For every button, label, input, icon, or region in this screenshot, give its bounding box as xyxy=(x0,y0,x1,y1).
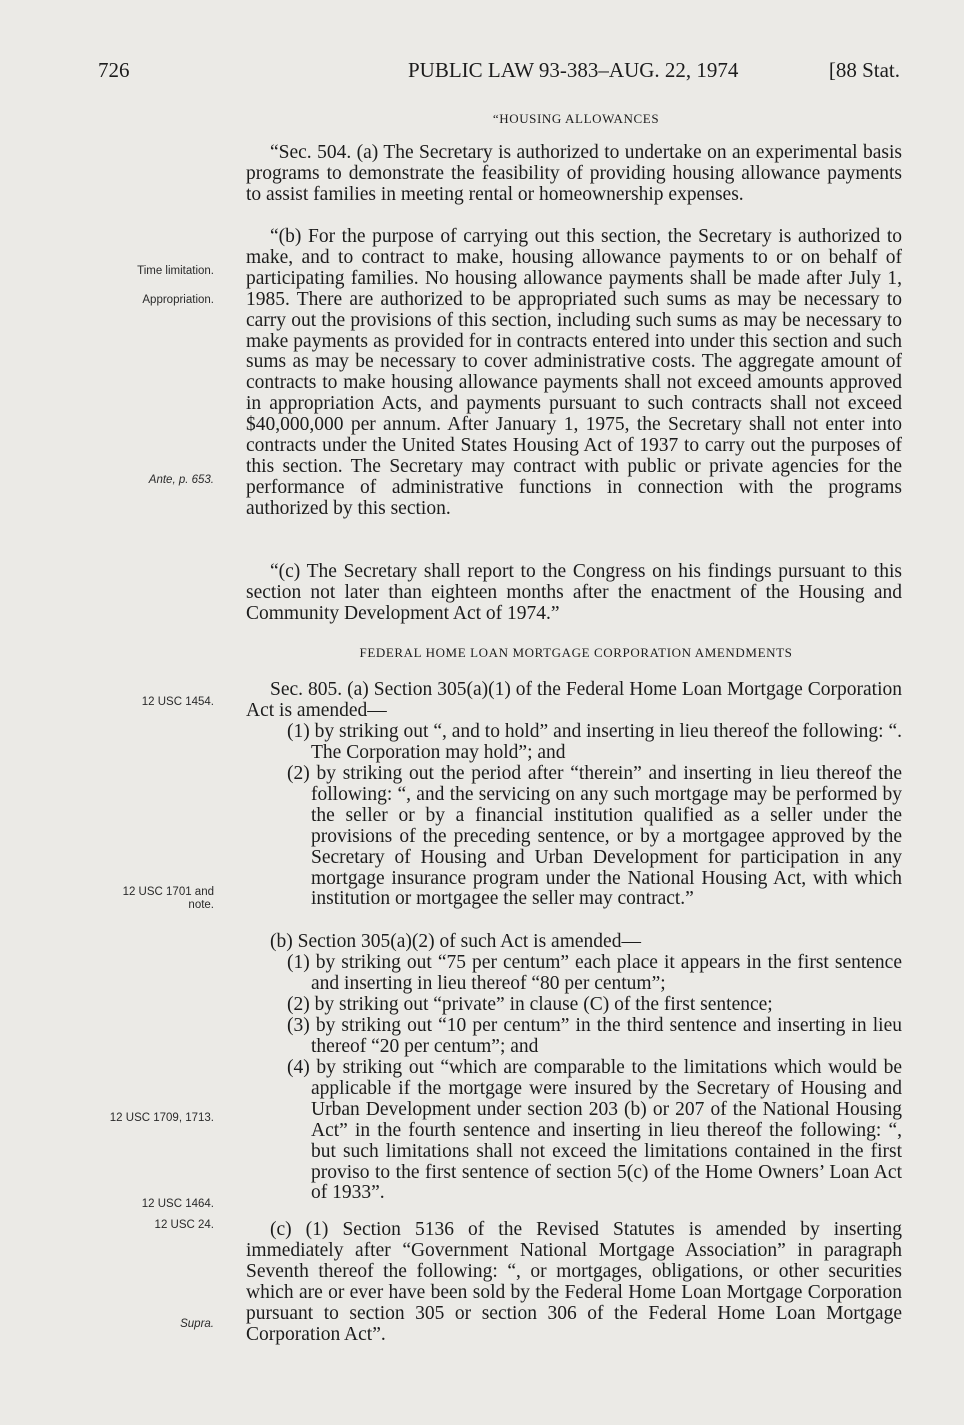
section-504-para-c: “(c) The Secretary shall report to the Congress on his findings pursuant to this section not later than eighteen months after the enactment of the Housing and Community Development Act of 1974.” xyxy=(246,561,902,624)
section-heading-housing-allowances: “HOUSING ALLOWANCES xyxy=(492,111,660,126)
page-number: 726 xyxy=(98,58,130,82)
section-805-b-intro: (b) Section 305(a)(2) of such Act is amended— xyxy=(270,931,641,952)
margin-note-12-usc-1701: 12 USC 1701 and note. xyxy=(122,886,214,911)
section-805-intro: Sec. 805. (a) Section 305(a)(1) of the Federal Home Loan Mortgage Corporation Act is amended— xyxy=(246,679,902,721)
section-805-a1: (1) by striking out “, and to hold” and inserting in lieu thereof the following: “. The Corporation may hold”; and xyxy=(287,721,902,763)
margin-note-ante: Ante, p. 653. xyxy=(148,474,214,486)
section-805-b1: (1) by striking out “75 per centum” each place it appears in the first sentence and inserting in lieu thereof “80 per centum”; xyxy=(287,952,902,994)
section-805-b2: (2) by striking out “private” in clause (C) of the first sentence; xyxy=(287,994,773,1015)
statute-reference: [88 Stat. xyxy=(828,58,900,82)
margin-note-supra: Supra. xyxy=(180,1318,214,1330)
margin-note-appropriation: Appropriation. xyxy=(142,294,214,306)
section-504-para-a: “Sec. 504. (a) The Secretary is authorized to undertake on an experimental basis programs to demonstrate the feasibility of providing housing allowance payments to assist families in meeting rental or homeownership expenses. xyxy=(246,142,902,205)
margin-note-12-usc-24: 12 USC 24. xyxy=(154,1219,214,1231)
margin-note-time-limitation: Time limitation. xyxy=(137,265,214,277)
section-805-b3: (3) by striking out “10 per centum” in the third sentence and inserting in lieu thereof “20 per centum”; and xyxy=(287,1015,902,1057)
section-805-b4: (4) by striking out “which are comparable to the limitations which would be applicable if the mortgage were insured by the Secretary of Housing and Urban Development under section 203 (b) or 207 of the National Housing Act” in the fourth sentence and inserting in lieu thereof the following: “, but such limitations shall not exceed the limitations contained in the first proviso to the first sentence of section 5(c) of the Home Owners’ Loan Act of 1933”. xyxy=(287,1057,902,1204)
margin-note-12-usc-1709: 12 USC 1709, 1713. xyxy=(109,1112,214,1124)
page-title: PUBLIC LAW 93-383–AUG. 22, 1974 xyxy=(408,58,739,82)
margin-note-12-usc-1464: 12 USC 1464. xyxy=(141,1198,214,1210)
running-head xyxy=(98,58,900,88)
margin-note-12-usc-1454: 12 USC 1454. xyxy=(141,696,214,708)
section-805-c1: (c) (1) Section 5136 of the Revised Statutes is amended by inserting immediately after “Government National Mortgage Association” in paragraph Seventh thereof the following: “, or mortgages, obligations, or other securities which are or ever have been sold by the Federal Home Loan Mortgage Corporation pursuant to section 305 or section 306 of the Federal Home Loan Mortgage Corporation Act”. xyxy=(246,1219,902,1345)
section-heading-fhlmc-amendments: FEDERAL HOME LOAN MORTGAGE CORPORATION AMENDMENTS xyxy=(359,645,793,660)
section-805-a2: (2) by striking out the period after “therein” and inserting in lieu thereof the following: “, and the servicing on any such mortgage may be performed by the seller or by a financial institution qualified as a seller under the provisions of the preceding sentence, or by a mortgagee approved by the Secretary of Housing and Urban Development for participation in any mortgage insurance program under the National Housing Act, with which institution or mortgagee the seller may contract.” xyxy=(287,763,902,910)
section-504-para-b: “(b) For the purpose of carrying out this section, the Secretary is authorized to make, and to contract to make, housing allowance payments to or on behalf of participating families. No housing allowance payments shall be made after July 1, 1985. There are authorized to be appropriated such sums as may be necessary to carry out the provisions of this section, including such sums as may be necessary to make payments as provided for in contracts entered into under this section and such sums as may be necessary to cover administrative costs. The aggregate amount of contracts to make housing allowance payments shall not exceed amounts approved in appropriation Acts, and payments pursuant to such contracts shall not exceed $40,000,000 per annum. After January 1, 1975, the Secretary shall not enter into contracts under the United States Housing Act of 1937 to carry out the purposes of this section. The Secretary may contract with public or private agencies for the performance of administrative functions in connection with the programs authorized by this section. xyxy=(246,226,902,519)
